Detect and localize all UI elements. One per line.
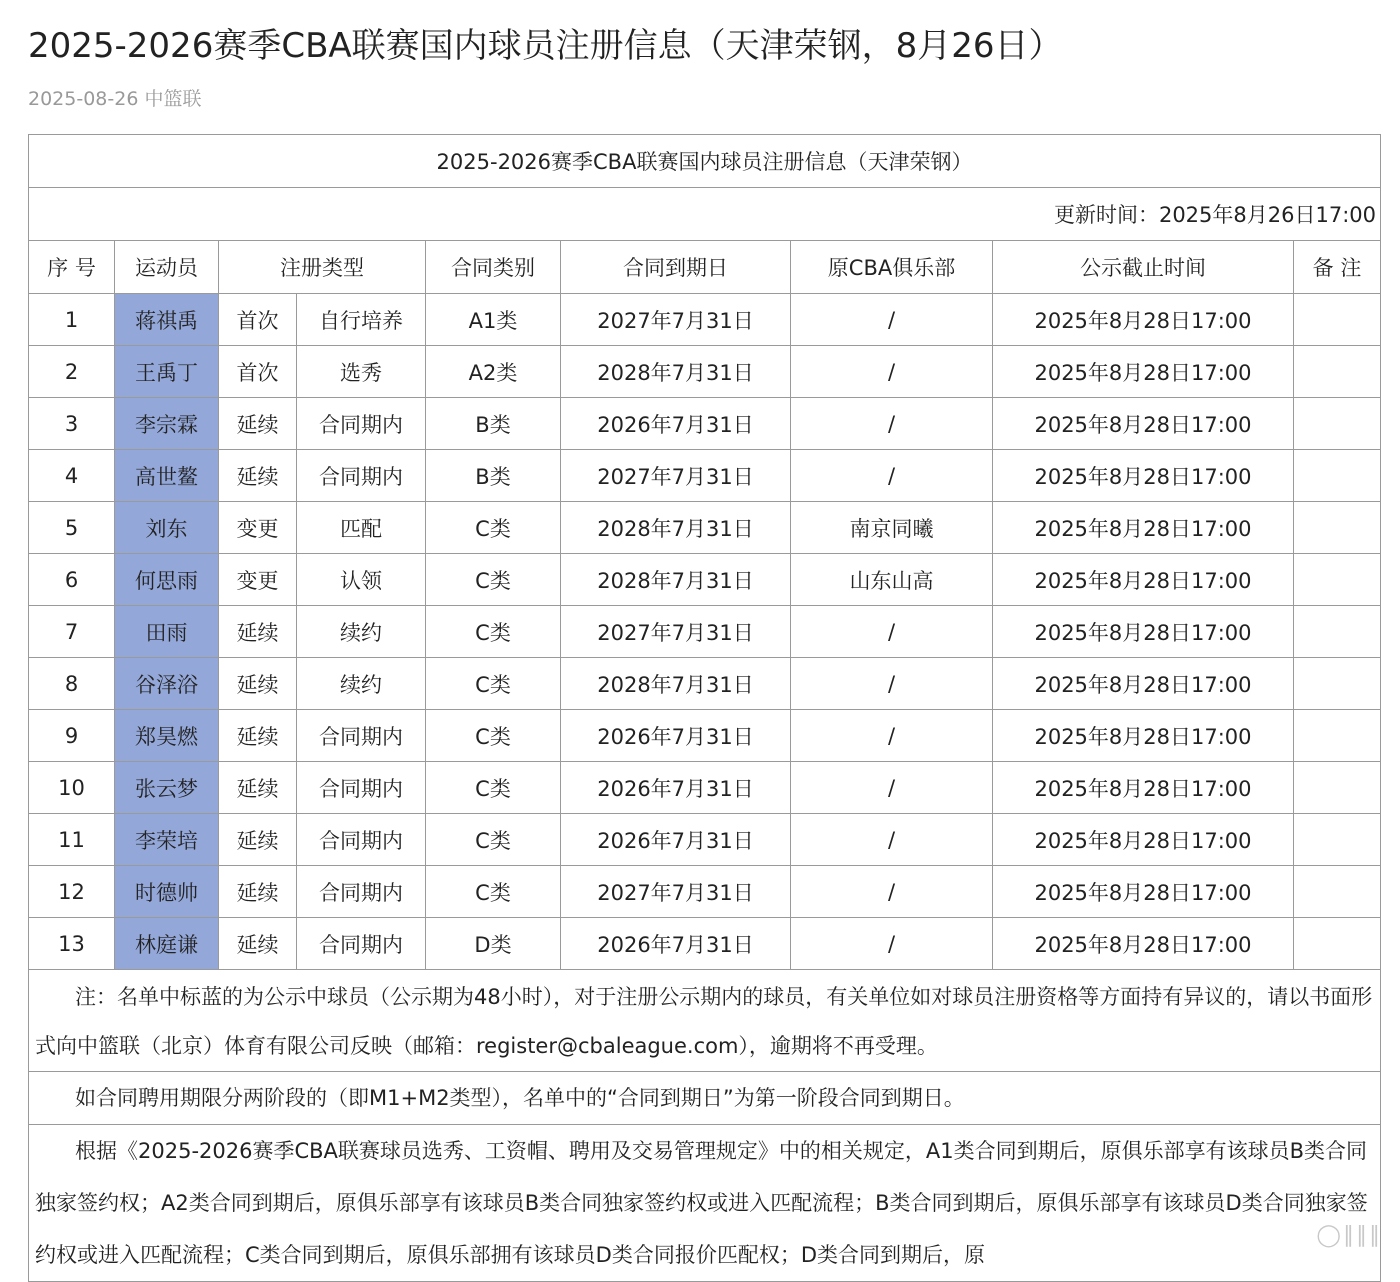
cell-remark — [1294, 450, 1381, 502]
cell-contract-class: C类 — [426, 658, 561, 710]
cell-seq: 10 — [29, 762, 115, 814]
cell-prev-club: / — [791, 658, 993, 710]
cell-contract-class: C类 — [426, 814, 561, 866]
cell-prev-club: 山东山高 — [791, 554, 993, 606]
cell-seq: 13 — [29, 918, 115, 970]
table-caption: 2025-2026赛季CBA联赛国内球员注册信息（天津荣钢） — [29, 135, 1381, 188]
cell-player: 高世鳌 — [115, 450, 219, 502]
note-regulations — [29, 1125, 1381, 1282]
cell-deadline: 2025年8月28日17:00 — [993, 762, 1294, 814]
cell-reg-subtype: 合同期内 — [297, 762, 426, 814]
cell-reg-subtype: 认领 — [297, 554, 426, 606]
cell-player: 田雨 — [115, 606, 219, 658]
cell-contract-class: B类 — [426, 450, 561, 502]
cell-prev-club: / — [791, 294, 993, 346]
cell-reg-subtype: 合同期内 — [297, 398, 426, 450]
header-expiry: 合同到期日 — [561, 241, 791, 294]
cell-expiry: 2026年7月31日 — [561, 710, 791, 762]
article-meta — [28, 84, 201, 111]
note-publicity — [29, 970, 1381, 1072]
cell-reg-type: 延续 — [219, 762, 297, 814]
header-contract-class: 合同类别 — [426, 241, 561, 294]
cell-reg-type: 变更 — [219, 502, 297, 554]
cell-remark — [1294, 398, 1381, 450]
cell-seq: 8 — [29, 658, 115, 710]
cell-prev-club: 南京同曦 — [791, 502, 993, 554]
cell-seq: 12 — [29, 866, 115, 918]
player-rows — [29, 294, 1381, 970]
cell-remark — [1294, 918, 1381, 970]
cell-expiry: 2026年7月31日 — [561, 398, 791, 450]
cell-deadline: 2025年8月28日17:00 — [993, 294, 1294, 346]
cell-expiry: 2027年7月31日 — [561, 294, 791, 346]
table-row — [29, 450, 1381, 502]
publish-source: 中篮联 — [144, 88, 202, 110]
cell-seq: 9 — [29, 710, 115, 762]
note-publicity-text: 注：名单中标蓝的为公示中球员（公示期为48小时），对于注册公示期内的球员，有关单位如对球员注册资格等方面持有异议的，请以书面形式向中篮联（北京）体育有限公司反映（邮箱：register@cbaleague.com），逾期将不再受理。 — [35, 985, 1373, 1058]
cell-expiry: 2027年7月31日 — [561, 866, 791, 918]
cell-contract-class: C类 — [426, 866, 561, 918]
table-row — [29, 502, 1381, 554]
cell-deadline: 2025年8月28日17:00 — [993, 450, 1294, 502]
header-reg-type: 注册类型 — [219, 241, 426, 294]
cell-seq: 11 — [29, 814, 115, 866]
cell-player: 时德帅 — [115, 866, 219, 918]
cell-seq: 5 — [29, 502, 115, 554]
cell-player: 郑昊燃 — [115, 710, 219, 762]
cell-player: 谷泽浴 — [115, 658, 219, 710]
cell-reg-subtype: 自行培养 — [297, 294, 426, 346]
cell-deadline: 2025年8月28日17:00 — [993, 398, 1294, 450]
page-title: 2025-2026赛季CBA联赛国内球员注册信息（天津荣钢，8月26日） — [28, 26, 1063, 66]
cell-prev-club: / — [791, 918, 993, 970]
publish-date: 2025-08-26 — [28, 88, 139, 110]
cell-reg-subtype: 合同期内 — [297, 710, 426, 762]
cell-contract-class: A1类 — [426, 294, 561, 346]
table-row — [29, 606, 1381, 658]
cell-reg-subtype: 合同期内 — [297, 450, 426, 502]
table-row — [29, 866, 1381, 918]
table-row — [29, 346, 1381, 398]
cell-remark — [1294, 606, 1381, 658]
cell-contract-class: C类 — [426, 710, 561, 762]
table-row — [29, 554, 1381, 606]
table-row — [29, 398, 1381, 450]
note-regulations-text: 根据《2025-2026赛季CBA联赛球员选秀、工资帽、聘用及交易管理规定》中的相关规定，A1类合同到期后，原俱乐部享有该球员B类合同独家签约权；A2类合同到期后，原俱乐部享有该球员B类合同独家签约权或进入匹配流程；B类合同到期后，原俱乐部享有该球员D类合同独家签约权或进入匹配流程；C类合同到期后，原俱乐部拥有该球员D类合同报价匹配权；D类合同到期后，原 — [35, 1139, 1368, 1267]
cell-deadline: 2025年8月28日17:00 — [993, 710, 1294, 762]
cell-seq: 2 — [29, 346, 115, 398]
cell-player: 刘东 — [115, 502, 219, 554]
cell-seq: 6 — [29, 554, 115, 606]
cell-expiry: 2027年7月31日 — [561, 606, 791, 658]
table-row — [29, 762, 1381, 814]
cell-contract-class: B类 — [426, 398, 561, 450]
header-player: 运动员 — [115, 241, 219, 294]
cell-reg-subtype: 续约 — [297, 658, 426, 710]
cell-player: 张云梦 — [115, 762, 219, 814]
header-deadline: 公示截止时间 — [993, 241, 1294, 294]
cell-prev-club: / — [791, 814, 993, 866]
cell-player: 李宗霖 — [115, 398, 219, 450]
cell-contract-class: C类 — [426, 554, 561, 606]
cell-player: 何思雨 — [115, 554, 219, 606]
cell-deadline: 2025年8月28日17:00 — [993, 866, 1294, 918]
cell-reg-type: 变更 — [219, 554, 297, 606]
table-row — [29, 294, 1381, 346]
note-contract-stage — [29, 1072, 1381, 1125]
cell-reg-type: 首次 — [219, 294, 297, 346]
cell-expiry: 2026年7月31日 — [561, 918, 791, 970]
cell-prev-club: / — [791, 866, 993, 918]
cell-player: 蒋祺禹 — [115, 294, 219, 346]
notes-section — [29, 970, 1381, 1282]
cell-reg-type: 延续 — [219, 918, 297, 970]
cell-remark — [1294, 866, 1381, 918]
cell-contract-class: C类 — [426, 502, 561, 554]
header-remark: 备 注 — [1294, 241, 1381, 294]
cell-expiry: 2027年7月31日 — [561, 450, 791, 502]
cell-expiry: 2026年7月31日 — [561, 814, 791, 866]
cell-reg-type: 延续 — [219, 814, 297, 866]
cell-reg-type: 延续 — [219, 866, 297, 918]
cell-contract-class: C类 — [426, 606, 561, 658]
cell-reg-subtype: 合同期内 — [297, 866, 426, 918]
cell-contract-class: A2类 — [426, 346, 561, 398]
cell-deadline: 2025年8月28日17:00 — [993, 918, 1294, 970]
cell-contract-class: C类 — [426, 762, 561, 814]
header-row — [29, 241, 1381, 294]
cell-expiry: 2028年7月31日 — [561, 554, 791, 606]
registration-table — [28, 134, 1381, 1282]
watermark-logo: ◯∥∥∥ — [1316, 1223, 1382, 1248]
cell-reg-subtype: 续约 — [297, 606, 426, 658]
cell-expiry: 2026年7月31日 — [561, 762, 791, 814]
cell-deadline: 2025年8月28日17:00 — [993, 502, 1294, 554]
table-row — [29, 710, 1381, 762]
cell-contract-class: D类 — [426, 918, 561, 970]
cell-expiry: 2028年7月31日 — [561, 658, 791, 710]
cell-expiry: 2028年7月31日 — [561, 502, 791, 554]
table-row — [29, 814, 1381, 866]
cell-seq: 3 — [29, 398, 115, 450]
cell-reg-type: 延续 — [219, 606, 297, 658]
cell-prev-club: / — [791, 710, 993, 762]
cell-remark — [1294, 502, 1381, 554]
cell-prev-club: / — [791, 398, 993, 450]
cell-deadline: 2025年8月28日17:00 — [993, 606, 1294, 658]
cell-reg-subtype: 合同期内 — [297, 814, 426, 866]
cell-deadline: 2025年8月28日17:00 — [993, 346, 1294, 398]
cell-reg-subtype: 选秀 — [297, 346, 426, 398]
cell-reg-type: 首次 — [219, 346, 297, 398]
cell-reg-type: 延续 — [219, 710, 297, 762]
table-row — [29, 658, 1381, 710]
update-time: 更新时间：2025年8月26日17:00 — [29, 188, 1381, 241]
cell-deadline: 2025年8月28日17:00 — [993, 658, 1294, 710]
cell-remark — [1294, 346, 1381, 398]
table-row — [29, 918, 1381, 970]
cell-remark — [1294, 294, 1381, 346]
cell-seq: 1 — [29, 294, 115, 346]
cell-prev-club: / — [791, 606, 993, 658]
cell-reg-type: 延续 — [219, 398, 297, 450]
cell-reg-type: 延续 — [219, 450, 297, 502]
table-body — [29, 135, 1381, 294]
cell-seq: 4 — [29, 450, 115, 502]
cell-remark — [1294, 814, 1381, 866]
cell-reg-subtype: 合同期内 — [297, 918, 426, 970]
cell-prev-club: / — [791, 450, 993, 502]
cell-remark — [1294, 762, 1381, 814]
cell-remark — [1294, 710, 1381, 762]
cell-prev-club: / — [791, 346, 993, 398]
cell-remark — [1294, 554, 1381, 606]
cell-expiry: 2028年7月31日 — [561, 346, 791, 398]
cell-seq: 7 — [29, 606, 115, 658]
cell-deadline: 2025年8月28日17:00 — [993, 554, 1294, 606]
cell-reg-subtype: 匹配 — [297, 502, 426, 554]
cell-player: 林庭谦 — [115, 918, 219, 970]
cell-player: 王禹丁 — [115, 346, 219, 398]
cell-deadline: 2025年8月28日17:00 — [993, 814, 1294, 866]
note-contract-stage-text: 如合同聘用期限分两阶段的（即M1+M2类型），名单中的“合同到期日”为第一阶段合同到期日。 — [75, 1086, 965, 1110]
cell-reg-type: 延续 — [219, 658, 297, 710]
cell-prev-club: / — [791, 762, 993, 814]
cell-remark — [1294, 658, 1381, 710]
header-prev-club: 原CBA俱乐部 — [791, 241, 993, 294]
cell-player: 李荣培 — [115, 814, 219, 866]
header-seq: 序 号 — [29, 241, 115, 294]
